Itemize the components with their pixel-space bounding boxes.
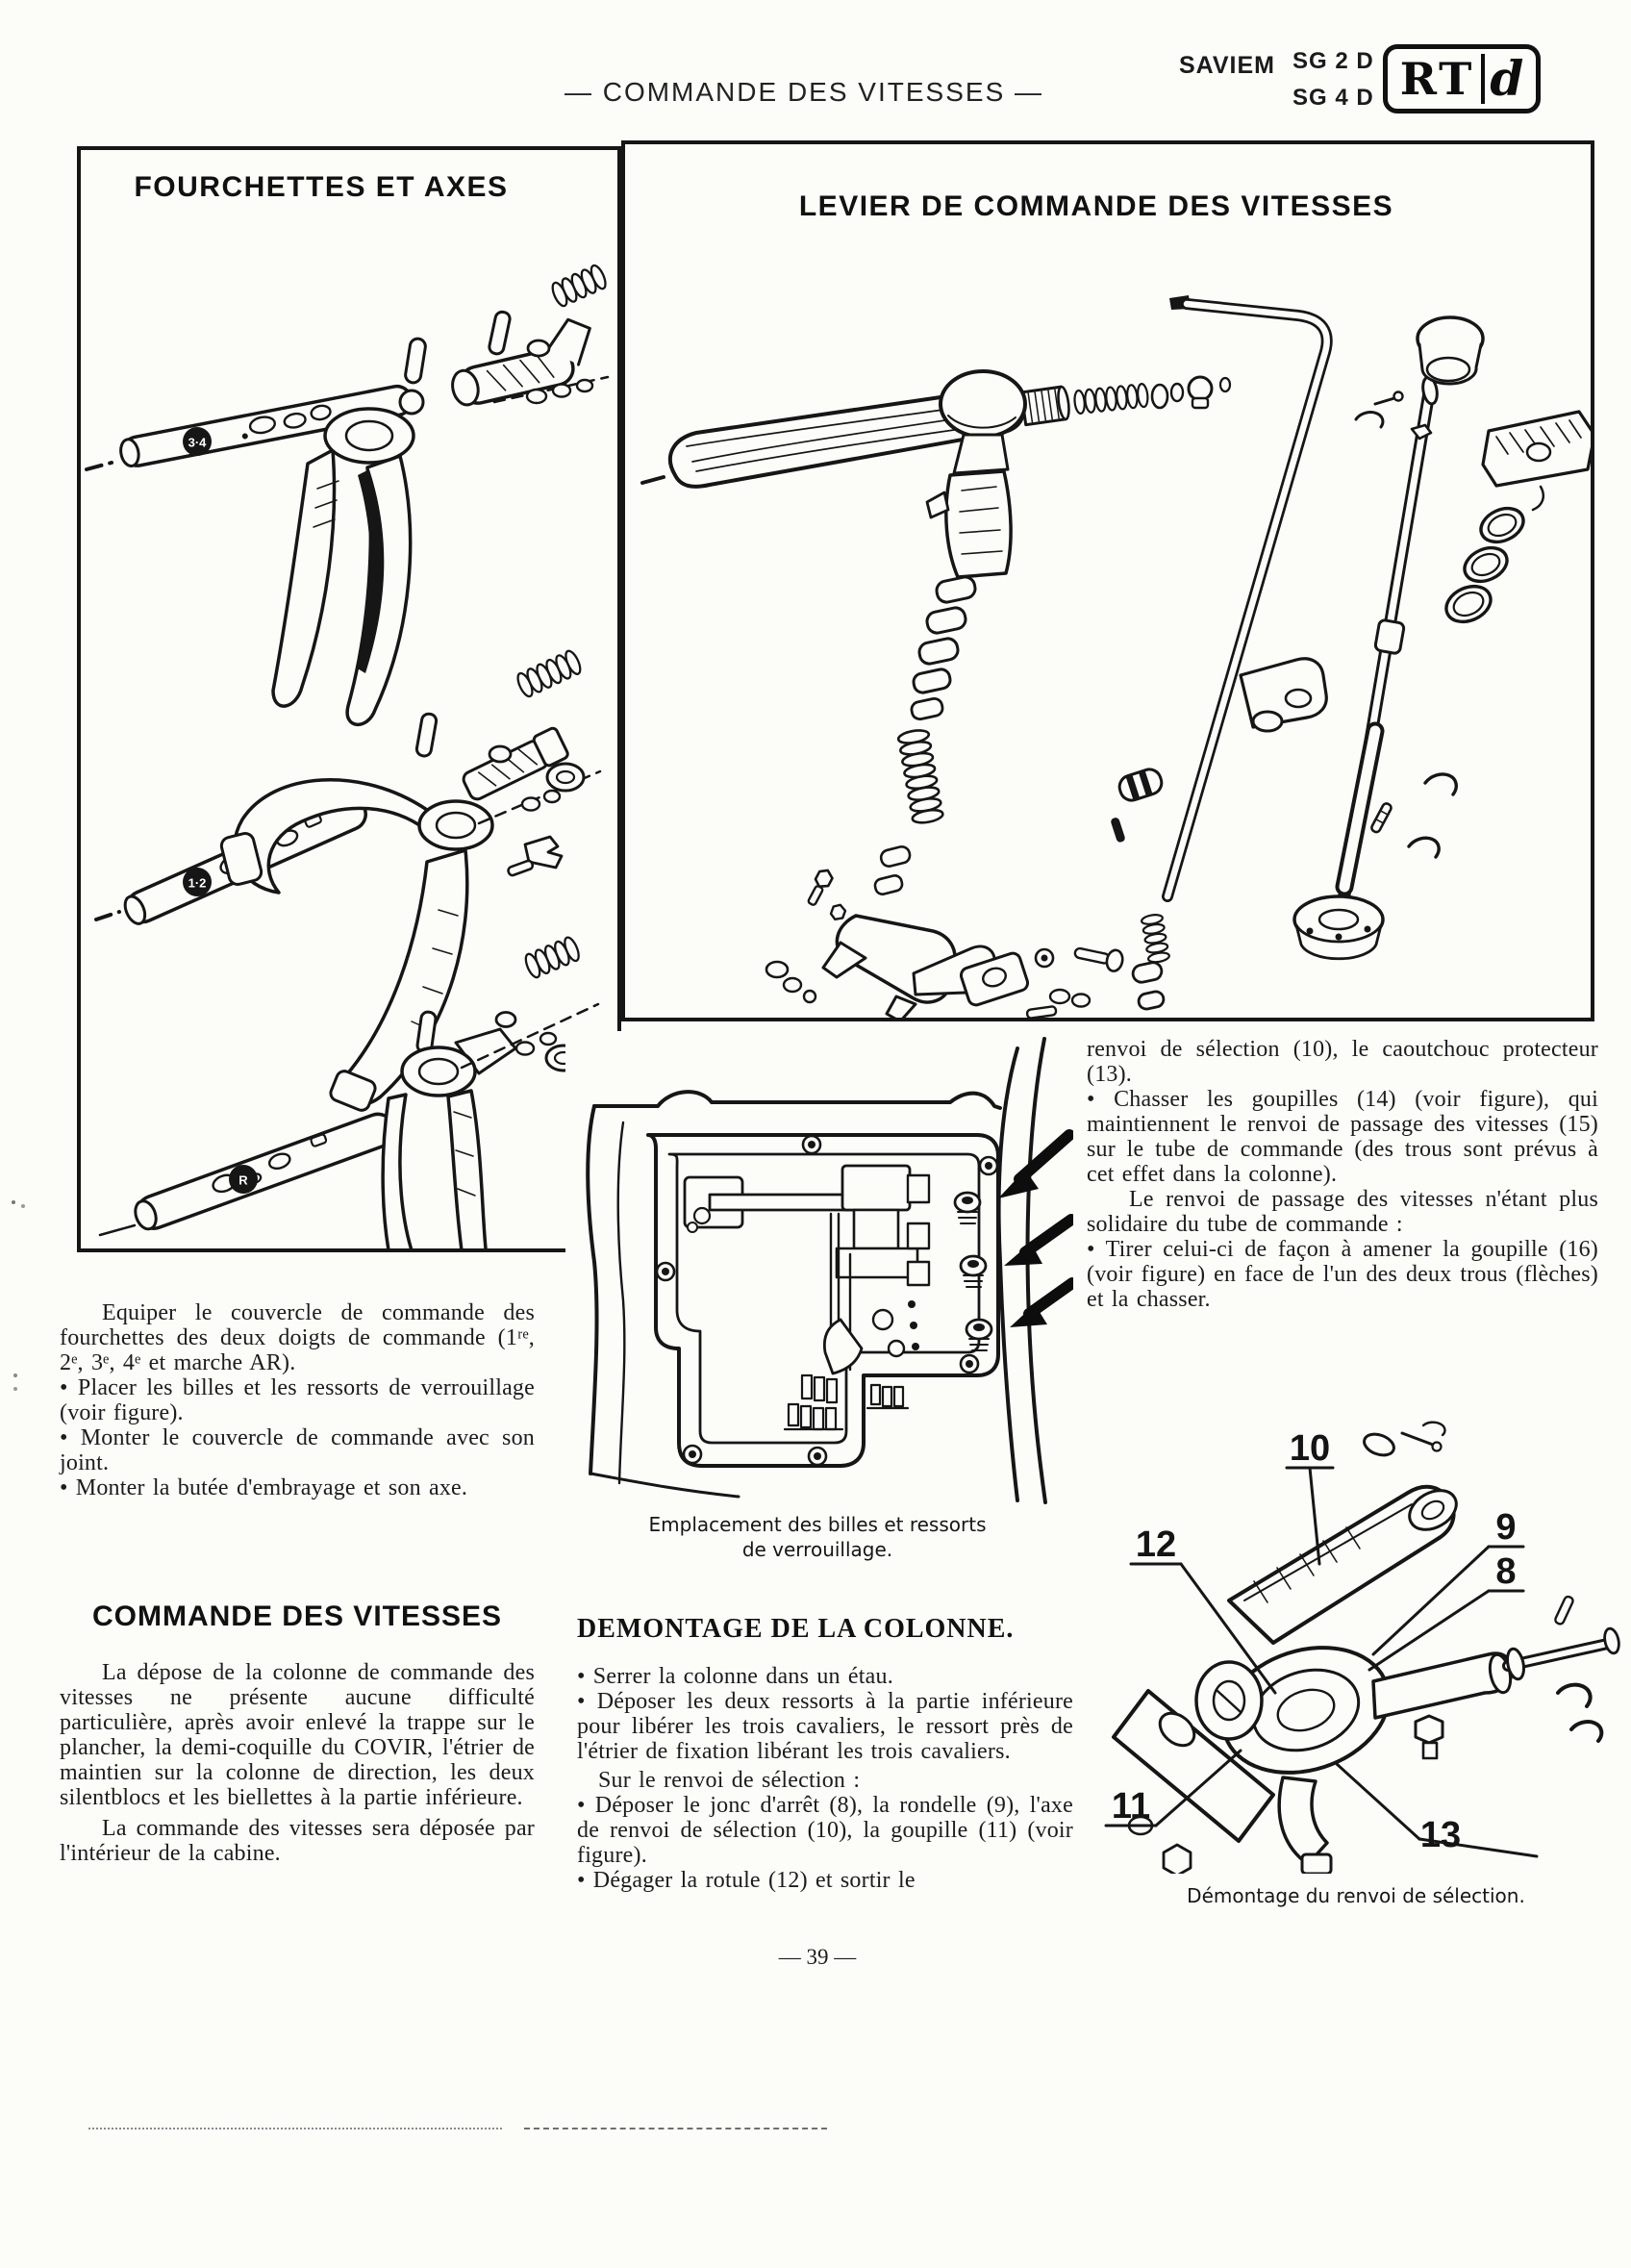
- rtd-logo-rt: RT: [1399, 53, 1475, 105]
- brand-label: SAVIEM: [1179, 52, 1275, 79]
- bullet-item: • Dégager la rotule (12) et sortir le: [577, 1868, 916, 1893]
- bullet-item: • Tirer celui-ci de façon à amener la goupille (16) (voir figure) en face de l'un des deux trous (flèches) et la chasser.: [1087, 1237, 1598, 1312]
- fourchettes-diagram: [81, 150, 617, 1248]
- scan-artifact: [88, 2128, 502, 2129]
- emplacement-caption: [577, 1512, 1058, 1562]
- fourchettes-figure-box: [77, 146, 621, 1252]
- demontage-heading: DEMONTAGE DE LA COLONNE.: [577, 1614, 1015, 1644]
- bullet-item: • Déposer le jonc d'arrêt (8), la rondelle (9), l'axe de renvoi de sélection (10), la goupille (11) (voir figure).: [577, 1793, 1073, 1868]
- model-label-1: SG 2 D: [1292, 48, 1374, 74]
- bullet-item: • Monter le couvercle de commande avec son joint.: [60, 1425, 535, 1475]
- callout-12: 12: [1135, 1525, 1177, 1565]
- levier-figure-box: [621, 140, 1594, 1021]
- scan-artifact: [524, 2128, 827, 2129]
- bullet-item: • Monter la butée d'embrayage et son axe.: [60, 1475, 468, 1500]
- page-header-title: — COMMANDE DES VITESSES —: [564, 77, 1044, 107]
- rtd-logo-d: d: [1490, 50, 1524, 107]
- right-column-body: [1087, 1037, 1598, 1312]
- emplacement-diagram: [565, 1031, 1073, 1504]
- renvoi-diagram: [1085, 1412, 1623, 1874]
- paragraph: Equiper le couvercle de commande des fourchettes des deux doigts de commande (1ʳᵉ, 2ᵉ, 3ᵉ, 4ᵉ et marche AR).: [60, 1300, 535, 1375]
- spring-icon: [550, 264, 609, 308]
- commande-heading: COMMANDE DES VITESSES: [91, 1600, 503, 1632]
- paragraph: La dépose de la colonne de commande des vitesses ne présente aucune difficulté particulière, après avoir enlevé la trappe sur le plancher, la demi-coquille du COVIR, l'étrier de maintien sur la colonne de direction, les deux silentblocs et les biellettes à la partie inférieure.: [60, 1660, 535, 1810]
- scan-artifact: [12, 1200, 15, 1204]
- left-column-body: [60, 1660, 535, 1866]
- paragraph: Sur le renvoi de sélection :: [598, 1768, 861, 1793]
- middle-column-body: [577, 1664, 1073, 1893]
- scan-artifact: [13, 1387, 17, 1391]
- callout-13: 13: [1419, 1815, 1462, 1855]
- rtd-logo: [1383, 44, 1541, 113]
- rtd-logo-divider: [1481, 54, 1485, 104]
- callout-10: 10: [1289, 1428, 1331, 1469]
- callout-8: 8: [1495, 1551, 1517, 1592]
- callout-11: 11: [1111, 1786, 1151, 1827]
- scan-artifact: [21, 1204, 25, 1208]
- bullet-item: • Chasser les goupilles (14) (voir figure), qui maintiennent le renvoi de passage des vitesses (15) sur le tube de commande (des trous sont prévus à cet effet dans la colonne).: [1087, 1087, 1598, 1187]
- paragraph: renvoi de sélection (10), le caoutchouc protecteur (13).: [1087, 1037, 1598, 1087]
- rail-label-34: 3·4: [188, 435, 207, 450]
- scan-artifact: [13, 1373, 17, 1377]
- rail-label-r: R: [238, 1172, 248, 1188]
- emplacement-caption-line2: de verrouillage.: [741, 1538, 893, 1561]
- renvoi-figure: [1085, 1412, 1623, 1874]
- paragraph: La commande des vitesses sera déposée par l'intérieur de la cabine.: [60, 1816, 535, 1866]
- rail-label-12: 1·2: [188, 875, 207, 891]
- bullet-item: • Déposer les deux ressorts à la partie inférieure pour libérer les trois cavaliers, le ressort près de l'étrier de fixation libérant les trois cavaliers.: [577, 1689, 1073, 1764]
- model-label-2: SG 4 D: [1292, 85, 1374, 111]
- callout-9: 9: [1495, 1507, 1517, 1548]
- paragraph: Le renvoi de passage des vitesses n'étant plus solidaire du tube de commande :: [1087, 1187, 1598, 1237]
- bullet-item: • Placer les billes et les ressorts de verrouillage (voir figure).: [60, 1375, 535, 1425]
- emplacement-figure: [565, 1031, 1073, 1504]
- page-number: — 39 —: [778, 1945, 857, 1969]
- levier-title: LEVIER DE COMMANDE DES VITESSES: [798, 190, 1394, 222]
- renvoi-caption: Démontage du renvoi de sélection.: [1187, 1884, 1525, 1907]
- levier-diagram: [625, 144, 1591, 1018]
- emplacement-caption-line1: Emplacement des billes et ressorts: [648, 1513, 987, 1536]
- left-column-intro: [60, 1300, 535, 1500]
- bullet-item: • Serrer la colonne dans un étau.: [577, 1664, 893, 1689]
- fourchettes-title: FOURCHETTES ET AXES: [134, 171, 509, 203]
